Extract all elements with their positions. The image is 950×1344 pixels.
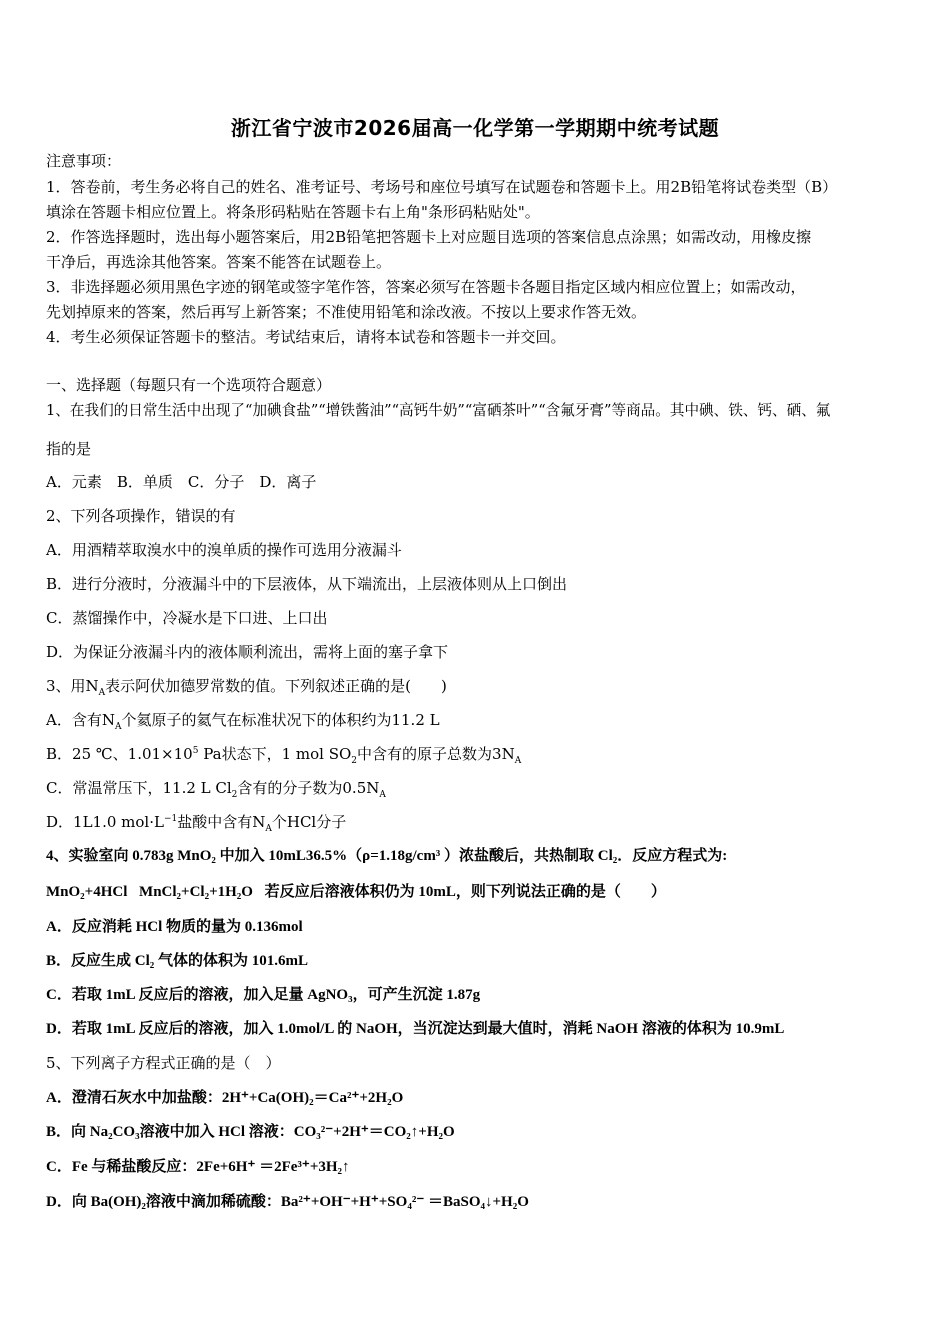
option-text: Pa状态下，1 mol SO — [198, 745, 352, 763]
question-5-stem: 5、下列离子方程式正确的是（ ） — [46, 1054, 281, 1072]
question-1-stem: 1、在我们的日常生活中出现了“加碘食盐”“增铁酱油”“高钙牛奶”“富硒茶叶”“含氟牙膏”等商品。其中碘、铁、钙、硒、氟 — [46, 402, 831, 419]
option-text: A．含有N — [46, 711, 115, 729]
question-2-option-a: A．用酒精萃取溴水中的溴单质的操作可选用分液漏斗 — [46, 541, 402, 559]
superscript: 5 — [192, 746, 199, 756]
stem-text: 表示阿伏加德罗常数的值。下列叙述正确的是( ) — [105, 677, 447, 695]
subscript: A — [114, 722, 122, 732]
question-4-stem: 4、实验室向 0.783g MnO₂ 中加入 10mL36.5%（ρ=1.18g/cm³ ）浓盐酸后，共热制取 Cl₂．反应方程式为: — [46, 848, 728, 864]
option-text: B．25 ℃、1.01×10 — [46, 745, 193, 763]
option-text: 个HCl分子 — [271, 813, 347, 831]
notice-line: 2．作答选择题时，选出每小题答案后，用2B铅笔把答题卡上对应题目选项的答案信息点涂黑；如需改动，用橡皮擦 — [46, 228, 812, 246]
question-5-option-b: B．向 Na₂CO₃溶液中加入 HCl 溶液：CO₃²⁻+2H⁺＝CO₂↑+H₂O — [46, 1124, 455, 1140]
question-4-option-c: C．若取 1mL 反应后的溶液，加入足量 AgNO₃，可产生沉淀 1.87g — [46, 987, 481, 1003]
option-text: 含有的分子数为0.5N — [237, 779, 380, 797]
notice-line: 4．考生必须保证答题卡的整洁。考试结束后，请将本试卷和答题卡一并交回。 — [46, 328, 566, 346]
question-3-option-a — [46, 710, 440, 730]
subscript: A — [265, 824, 272, 834]
stem-text: 3、用N — [46, 677, 99, 695]
question-2-stem: 2、下列各项操作，错误的有 — [46, 507, 236, 525]
option-text: 中含有的原子总数为3N — [357, 745, 515, 763]
question-3-option-b — [46, 744, 521, 764]
subscript: A — [379, 790, 386, 800]
notice-line: 1．答卷前，考生务必将自己的姓名、准考证号、考场号和座位号填写在试题卷和答题卡上。用2B铅笔将试卷类型（B） — [46, 178, 838, 196]
question-4-option-b: B．反应生成 Cl₂ 气体的体积为 101.6mL — [46, 953, 309, 969]
question-1-options: A．元素 B．单质 C．分子 D．离子 — [46, 473, 317, 491]
question-1-stem-cont: 指的是 — [46, 440, 92, 458]
superscript: −1 — [163, 814, 178, 824]
section-heading: 一、选择题（每题只有一个选项符合题意） — [46, 376, 332, 394]
subscript: A — [98, 688, 106, 698]
subscript: 2 — [351, 756, 358, 766]
option-text: 盐酸中含有N — [177, 813, 266, 831]
question-2-option-b: B．进行分液时，分液漏斗中的下层液体，从下端流出，上层液体则从上口倒出 — [46, 575, 568, 593]
question-3-option-c — [46, 778, 386, 798]
notice-line: 3．非选择题必须用黑色字迹的钢笔或签字笔作答，答案必须写在答题卡各题目指定区域内相应位置上；如需改动， — [46, 278, 806, 296]
subscript: A — [514, 756, 522, 766]
question-3-option-d — [46, 812, 346, 832]
notice-heading: 注意事项： — [46, 152, 122, 170]
question-4-equation: MnO₂+4HCl MnCl₂+Cl₂+1H₂O，若反应后溶液体积仍为 10mL，则下列说法正确的是（ ） — [46, 884, 666, 900]
notice-line: 先划掉原来的答案，然后再写上新答案；不准使用铅笔和涂改液。不按以上要求作答无效。 — [46, 303, 647, 321]
question-4-option-d: D．若取 1mL 反应后的溶液，加入 1.0mol/L 的 NaOH，当沉淀达到最大值时，消耗 NaOH 溶液的体积为 10.9mL — [46, 1021, 785, 1037]
question-2-option-c: C．蒸馏操作中，冷凝水是下口进、上口出 — [46, 609, 328, 627]
question-4-option-a: A．反应消耗 HCl 物质的量为 0.136mol — [46, 919, 303, 935]
question-5-option-c: C．Fe 与稀盐酸反应：2Fe+6H⁺ ＝2Fe³⁺+3H₂↑ — [46, 1159, 350, 1175]
question-5-option-a: A．澄清石灰水中加盐酸：2H⁺+Ca(OH)₂＝Ca²⁺+2H₂O — [46, 1090, 404, 1106]
notice-line: 填涂在答题卡相应位置上。将条形码粘贴在答题卡右上角"条形码粘贴处"。 — [46, 203, 540, 221]
question-5-option-d: D．向 Ba(OH)₂溶液中滴加稀硫酸：Ba²⁺+OH⁻+H⁺+SO₄²⁻ ＝BaSO₄↓+H₂O — [46, 1194, 529, 1210]
question-2-option-d: D．为保证分液漏斗内的液体顺利流出，需将上面的塞子拿下 — [46, 643, 449, 661]
subscript: 2 — [231, 790, 238, 800]
notice-line: 干净后，再选涂其他答案。答案不能答在试题卷上。 — [46, 253, 392, 271]
question-3-stem — [46, 676, 447, 696]
option-text: C．常温常压下，11.2 L Cl — [46, 779, 232, 797]
option-text: 个氦原子的氦气在标准状况下的体积约为11.2 L — [121, 711, 440, 729]
page-title: 浙江省宁波市2026届高一化学第一学期期中统考试题 — [230, 116, 720, 140]
option-text: D．1L1.0 mol·L — [46, 813, 164, 831]
